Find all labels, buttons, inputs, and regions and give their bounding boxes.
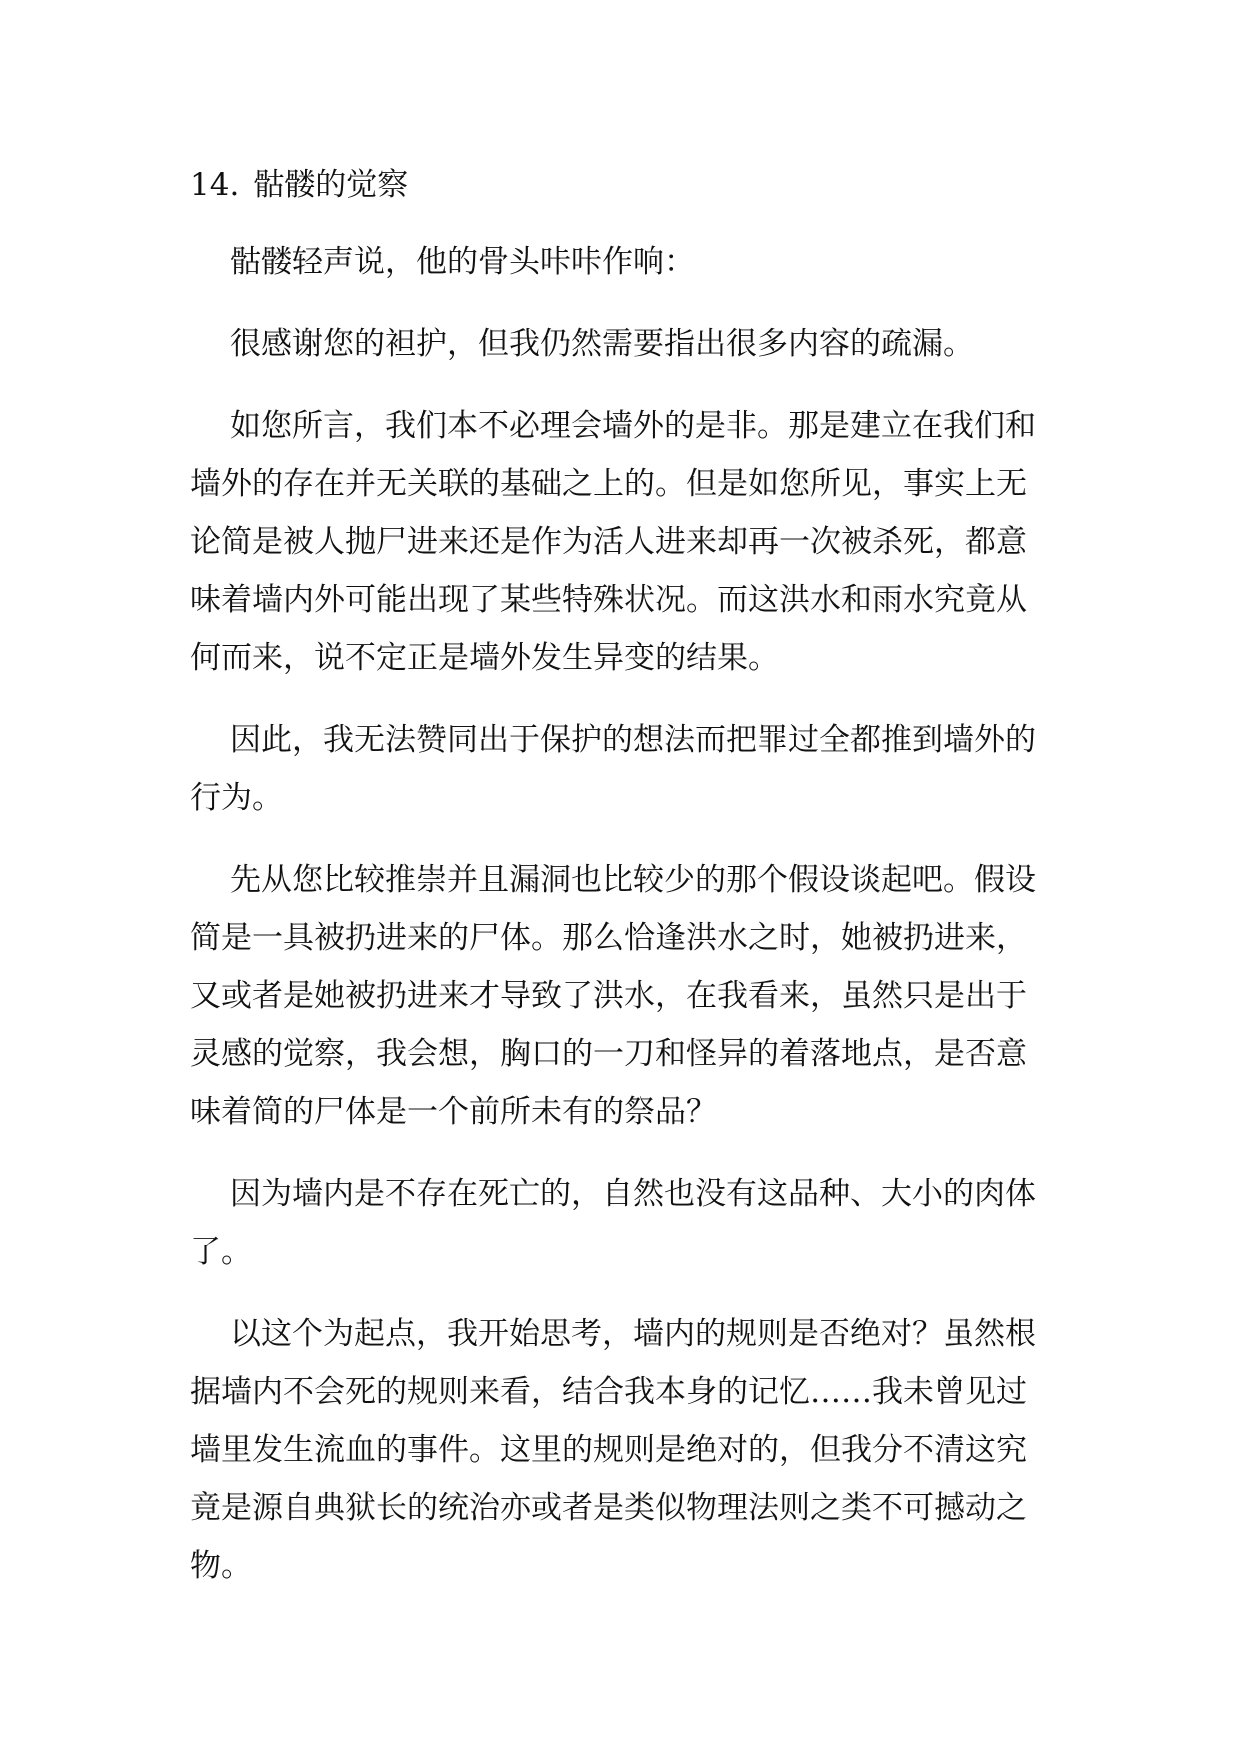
chapter-number: 14. (190, 167, 240, 203)
paragraph: 因此，我无法赞同出于保护的想法而把罪过全都推到墙外的行为。 (190, 722, 1036, 816)
chapter-heading (190, 157, 1052, 213)
paragraph: 骷髅轻声说，他的骨头咔咔作响： (230, 244, 695, 280)
paragraph: 如您所言，我们本不必理会墙外的是非。那是建立在我们和墙外的存在并无关联的基础之上的。但是如您所见，事实上无论简是被人抛尸进来还是作为活人进来却再一次被杀死，都意味着墙内外可能出现了某些特殊状况。而这洪水和雨水究竟从何而来，说不定正是墙外发生异变的结果。 (190, 408, 1036, 676)
chapter-title: 骷髅的觉察 (253, 167, 409, 203)
paragraph: 因为墙内是不存在死亡的，自然也没有这品种、大小的肉体了。 (190, 1176, 1036, 1270)
paragraph: 先从您比较推崇并且漏洞也比较少的那个假设谈起吧。假设简是一具被扔进来的尸体。那么恰逢洪水之时，她被扔进来，又或者是她被扔进来才导致了洪水，在我看来，虽然只是出于灵感的觉察，我会想，胸口的一刀和怪异的着落地点，是否意味着简的尸体是一个前所未有的祭品？ (190, 862, 1036, 1130)
paragraph: 很感谢您的袒护，但我仍然需要指出很多内容的疏漏。 (230, 326, 974, 362)
document-body (190, 157, 1052, 1595)
paragraph: 以这个为起点，我开始思考，墙内的规则是否绝对？虽然根据墙内不会死的规则来看，结合我本身的记忆……我未曾见过墙里发生流血的事件。这里的规则是绝对的，但我分不清这究竟是源自典狱长的统治亦或者是类似物理法则之类不可撼动之物。 (190, 1316, 1036, 1584)
